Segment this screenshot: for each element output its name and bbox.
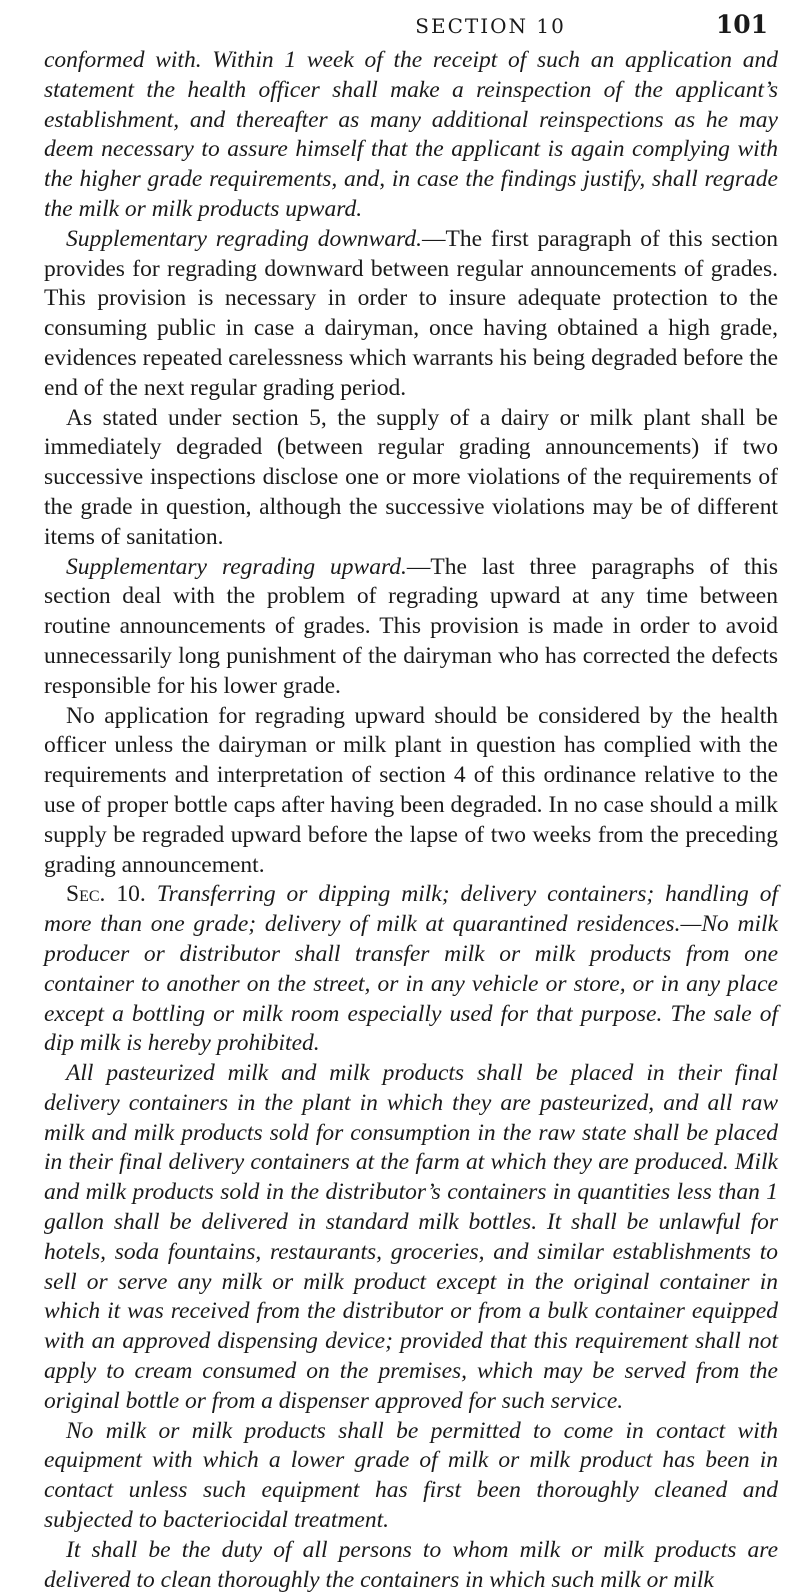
paragraph-pasteurized	[44, 1059, 778, 1417]
paragraph-text: No milk or milk products shall be permitted to come in contact with equipment with which a lower grade of milk or milk product has been in contact unless such equipment has first been thoroughly cleaned and subjected to bacteriocidal treatment.	[44, 1417, 778, 1534]
paragraph-continuation	[44, 46, 778, 225]
paragraph-text: —The first paragraph of this section provides for regrading downward between regular announcements of grades. This provision is necessary in order to insure adequate protection to the consuming public in case a dairyman, once having obtained a high grade, evidences repeated carelessness which warrants his being degraded before the end of the next regular grading period.	[44, 225, 778, 401]
paragraph-text: conformed with. Within 1 week of the receipt of such an application and statement the health officer shall make a reinspection of the applicant’s establishment, and thereafter as many additional reinspections as he may deem necessary to assure himself that the applicant is again complying with the higher grade requirements, and, in case the findings justify, shall regrade the milk or milk products upward.	[44, 47, 778, 222]
paragraph-section-10	[44, 880, 778, 1059]
running-head	[44, 10, 778, 46]
paragraph-regrading-downward	[44, 225, 778, 404]
paragraph-equipment	[44, 1417, 778, 1536]
paragraph-duty	[44, 1536, 778, 1595]
paragraph-text: All pasteurized milk and milk products shall be placed in their final delivery containers in the plant in which they are pasteurized, and all raw milk and milk products sold for consumption in the raw state shall be placed in their final delivery containers at the farm at which they are produced. Milk and milk products sold in the distributor’s containers in quantities less than 1 gallon shall be delivered in standard milk bottles. It shall be unlawful for hotels, soda fountains, restaurants, groceries, and similar establishments to sell or serve any milk or milk product except in the original container in which it was received from the distributor or from a bulk container equipped with an approved dispensing device; provided that this requirement shall not apply to cream consumed on the premises, which may be served from the original bottle or from a dispenser approved for such service.	[44, 1060, 778, 1414]
section-label: SECTION 10	[415, 14, 566, 38]
paragraph-heading: Supplementary regrading upward.	[66, 553, 407, 580]
paragraph-heading: Transferring or dipping milk; delivery containers; handling of more than one grade; delivery of milk at quarantined residences.	[44, 881, 778, 938]
paragraph-text: —The last three paragraphs of this section deal with the problem of regrading upward at any time between routine announcements of grades. This provision is made in order to avoid unnecessarily long punishment of the dairyman who has corrected the defects responsible for his lower grade.	[44, 553, 778, 699]
body-text	[44, 46, 778, 1595]
paragraph-text: As stated under section 5, the supply of a dairy or milk plant shall be immediately degraded (between regular grading announcements) if two successive inspections disclose one or more violations of the requirements of the grade in question, although the successive violations may be of different items of sanitation.	[44, 404, 778, 550]
page-number: 101	[715, 10, 768, 39]
paragraph-no-application	[44, 702, 778, 881]
paragraph-text: No application for regrading upward should be considered by the health officer unless the dairyman or milk plant in question has complied with the requirements and interpretation of section 4 of this ordinance relative to the use of proper bottle caps after having been degraded. In no case should a milk supply be regraded upward before the lapse of two weeks from the preceding grading announcement.	[44, 702, 778, 878]
paragraph-text: It shall be the duty of all persons to whom milk or milk products are delivered to clean thoroughly the containers in which such milk or milk	[44, 1536, 778, 1593]
paragraph-section-5	[44, 404, 778, 553]
paragraph-heading: Supplementary regrading downward.	[66, 225, 422, 252]
paragraph-regrading-upward	[44, 553, 778, 702]
section-prefix: Sec. 10.	[66, 881, 146, 908]
paragraph-text: —No milk producer or distributor shall transfer milk or milk products from one container to another on the street, or in any vehicle or store, or in any place except a bottling or milk room especially used for that purpose. The sale of dip milk is hereby prohibited.	[44, 911, 778, 1057]
